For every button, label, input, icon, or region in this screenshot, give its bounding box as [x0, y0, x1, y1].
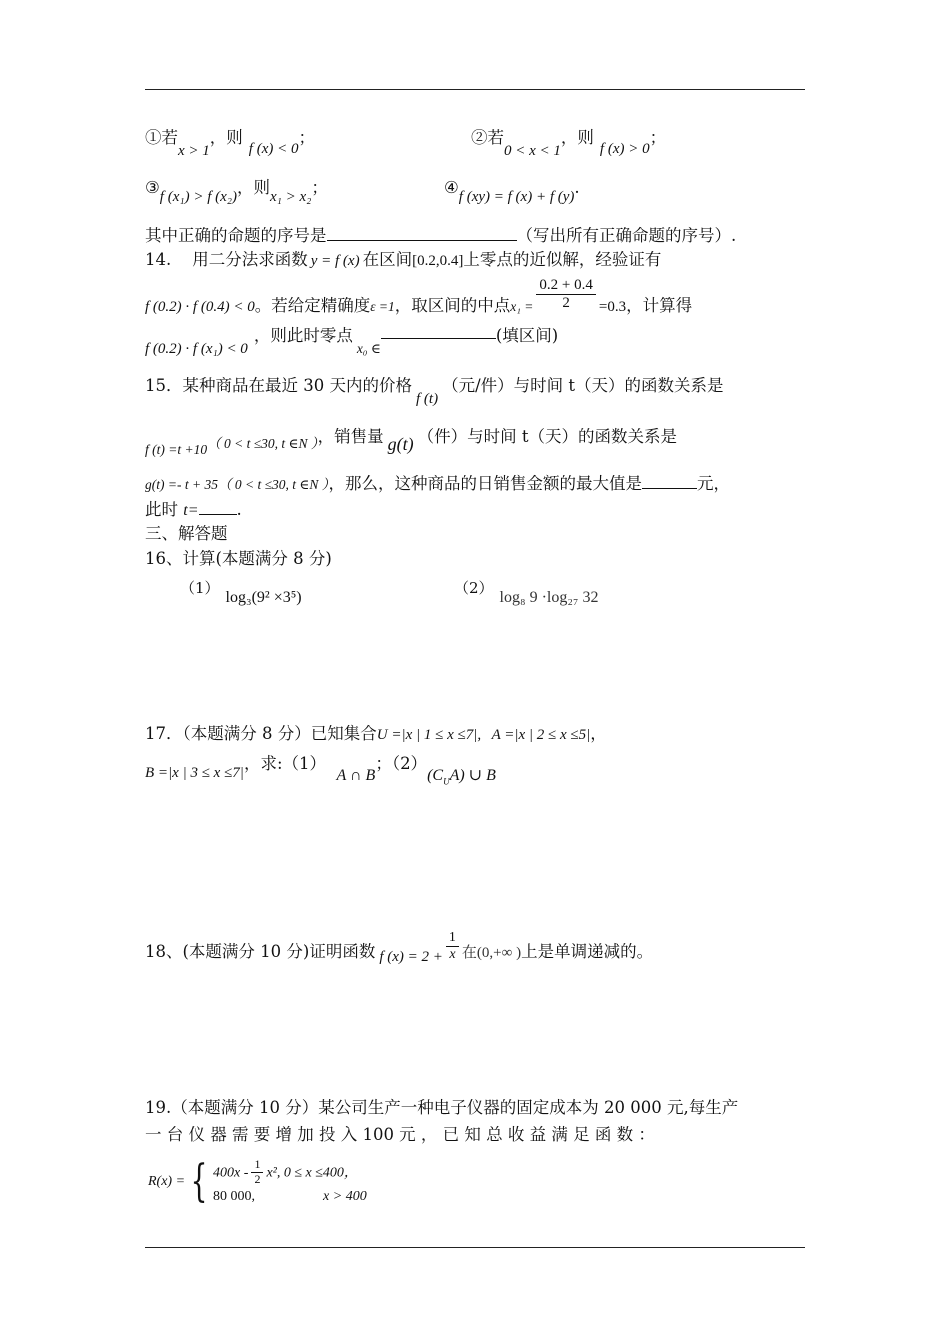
answer-suffix: （写出所有正确命题的序号）.: [516, 226, 737, 245]
part-label: （1）: [180, 579, 220, 597]
math-expr: x₁ =: [510, 299, 534, 315]
math-expr: f (x₁) > f (x₂): [159, 189, 237, 205]
question-text: ，求:（1）: [243, 754, 326, 773]
q19-revenue-function: [148, 1155, 367, 1207]
question-text: 。若给定精确度: [254, 296, 371, 316]
math-expr: f (xy) = f (x) + f (y): [458, 189, 575, 205]
math-expr: 在(0,+∞ ): [461, 945, 522, 962]
question-text: 在区间: [362, 250, 413, 269]
math-expr: f (0.2) · f (x₁) < 0: [145, 341, 248, 357]
zero-interval-blank[interactable]: [381, 338, 496, 339]
part-label: （2）: [454, 579, 494, 597]
item-text: .: [574, 178, 580, 197]
item-text: ，则: [236, 178, 270, 197]
math-expr: ε =1: [370, 299, 395, 315]
fraction-denominator: 2: [254, 1171, 261, 1186]
math-expr: f (x) < 0: [248, 141, 299, 157]
q15-line-4: [145, 502, 242, 519]
math-expr: (C: [427, 767, 444, 784]
max-revenue-blank[interactable]: [642, 488, 697, 489]
q17-line-2: [145, 754, 496, 787]
piecewise-case-2: [213, 1187, 367, 1206]
piecewise-case-1: [213, 1158, 367, 1187]
math-expr: 400x -: [213, 1165, 249, 1181]
question-text: 上是单调递减的。: [521, 942, 654, 962]
math-expr: x², 0 ≤ x ≤400，: [266, 1165, 358, 1181]
q13-item-1: [145, 128, 315, 159]
math-expr: log₈ 9 ·log₂₇ 32: [499, 589, 599, 606]
q19-line-1: 19.（本题满分 10 分）某公司生产一种电子仪器的固定成本为 20 000 元,每生产: [145, 1098, 739, 1117]
question-text: ，则此时零点: [253, 326, 353, 345]
question-text: ，销售量: [317, 427, 384, 446]
math-expr: B =|x | 3 ≤ x ≤7|: [145, 765, 244, 781]
fraction-denominator: 2: [562, 295, 570, 312]
q14-line-3: [145, 326, 559, 357]
header-rule: [145, 89, 805, 90]
question-text: ，计算得: [626, 296, 693, 316]
fraction: [446, 930, 459, 963]
math-subscript: U: [443, 776, 450, 787]
fraction-denominator: x: [449, 947, 456, 963]
q14-line-2: [145, 277, 693, 316]
q13-item-2: [471, 128, 667, 159]
math-expr: A) ∪ B: [449, 767, 496, 784]
item-marker: ③: [145, 178, 160, 197]
math-expr: （ 0 < t ≤30, t ∈N ）: [207, 436, 318, 451]
footer-rule: [145, 1247, 805, 1248]
fraction: [251, 1158, 263, 1187]
question-text: 15．某种商品在最近 30 天内的价格: [145, 376, 412, 395]
question-text: （元/件）与时间 t（天）的函数关系是: [442, 376, 724, 395]
piecewise-cases: [213, 1158, 367, 1206]
question-text: 元，: [697, 474, 730, 493]
math-expr: A =|x | 2 ≤ x ≤5|: [491, 727, 591, 743]
question-text: 17．（本题满分 8 分）已知集合: [145, 724, 377, 743]
answer-prefix: 其中正确的命题的序号是: [145, 226, 327, 245]
math-expr: （ 0 < t ≤30, t ∈N ）: [217, 477, 329, 492]
math-expr: f (x) = 2 +: [379, 949, 443, 966]
question-text: ，取区间的中点: [394, 296, 511, 316]
math-expr: x₁ > x₂: [269, 189, 312, 205]
question-text: 用二分法求函数: [192, 250, 308, 269]
math-expr: y = f (x): [310, 253, 360, 269]
math-expr: R(x) =: [148, 1173, 186, 1189]
q16-part-1: [180, 579, 302, 606]
question-text: ，那么，这种商品的日销售金额的最大值是: [328, 474, 642, 493]
math-expr: 80 000,: [213, 1188, 256, 1204]
question-text: ，: [590, 724, 607, 743]
math-expr: f (t) =t +10: [145, 442, 208, 457]
complement-expr: [427, 765, 496, 787]
math-expr: log₃(9² ×3⁵): [225, 589, 302, 606]
item-marker: ④: [444, 178, 459, 197]
section-title: 三、解答题: [145, 524, 228, 543]
math-expr: f (t): [415, 391, 439, 407]
item-text: ，则: [560, 128, 594, 147]
math-expr: f (0.2) · f (0.4) < 0: [145, 299, 255, 316]
question-number: 14.: [145, 250, 172, 269]
math-expr: x₀ ∈: [356, 341, 381, 356]
question-text: ；（2）: [375, 754, 428, 773]
math-expr: =0.3: [598, 299, 627, 316]
math-expr: x > 400: [323, 1188, 367, 1204]
item-marker: ②若: [471, 128, 504, 147]
q15-line-1: [145, 376, 724, 407]
q15-line-2: [145, 427, 678, 457]
time-blank[interactable]: [199, 514, 237, 515]
math-expr: x > 1: [178, 143, 210, 159]
q18-line: [145, 930, 654, 966]
fraction: [536, 277, 595, 313]
q13-item-4: [444, 178, 580, 205]
math-expr: g(t): [387, 434, 414, 454]
answer-blank[interactable]: [327, 240, 517, 241]
math-expr: A ∩ B: [336, 767, 376, 784]
q17-line-1: [145, 726, 607, 743]
q19-line-2: 一 台 仪 器 需 要 增 加 投 入 100 元 ， 已 知 总 收 益 满 足 函 数 ：: [145, 1125, 655, 1144]
math-expr: t=: [183, 502, 199, 519]
fraction-numerator: 1: [446, 930, 459, 947]
item-text: ，则: [209, 128, 243, 147]
item-marker: ①若: [145, 128, 178, 147]
math-expr: [0.2,0.4]: [412, 253, 464, 269]
question-text: （件）与时间 t（天）的函数关系是: [417, 427, 678, 446]
math-expr: f (x) > 0: [599, 141, 650, 157]
math-expr: 0 < x < 1: [504, 143, 561, 159]
item-text: ；: [298, 128, 315, 147]
q13-answer-line: [145, 228, 736, 245]
question-text: 上零点的近似解，经验证有: [463, 250, 662, 269]
q16-title: 16、计算(本题满分 8 分): [145, 549, 332, 568]
q15-line-3: [145, 476, 730, 493]
math-expr: g(t) =- t + 35: [145, 477, 218, 492]
item-text: ；: [649, 128, 667, 147]
item-text: ；: [311, 178, 328, 197]
fraction-numerator: 1: [251, 1158, 263, 1173]
math-expr: U =|x | 1 ≤ x ≤7|,: [376, 727, 482, 743]
question-text: 此时: [145, 500, 178, 519]
q14-line-1: [145, 252, 661, 269]
question-text: (填区间): [495, 326, 559, 345]
question-text: 18、(本题满分 10 分)证明函数: [145, 942, 376, 962]
q16-part-2: [454, 579, 599, 606]
question-text: .: [236, 500, 242, 519]
fraction-numerator: 0.2 + 0.4: [536, 277, 595, 295]
q13-item-3: [145, 178, 328, 205]
piecewise-brace: {: [190, 1155, 208, 1207]
